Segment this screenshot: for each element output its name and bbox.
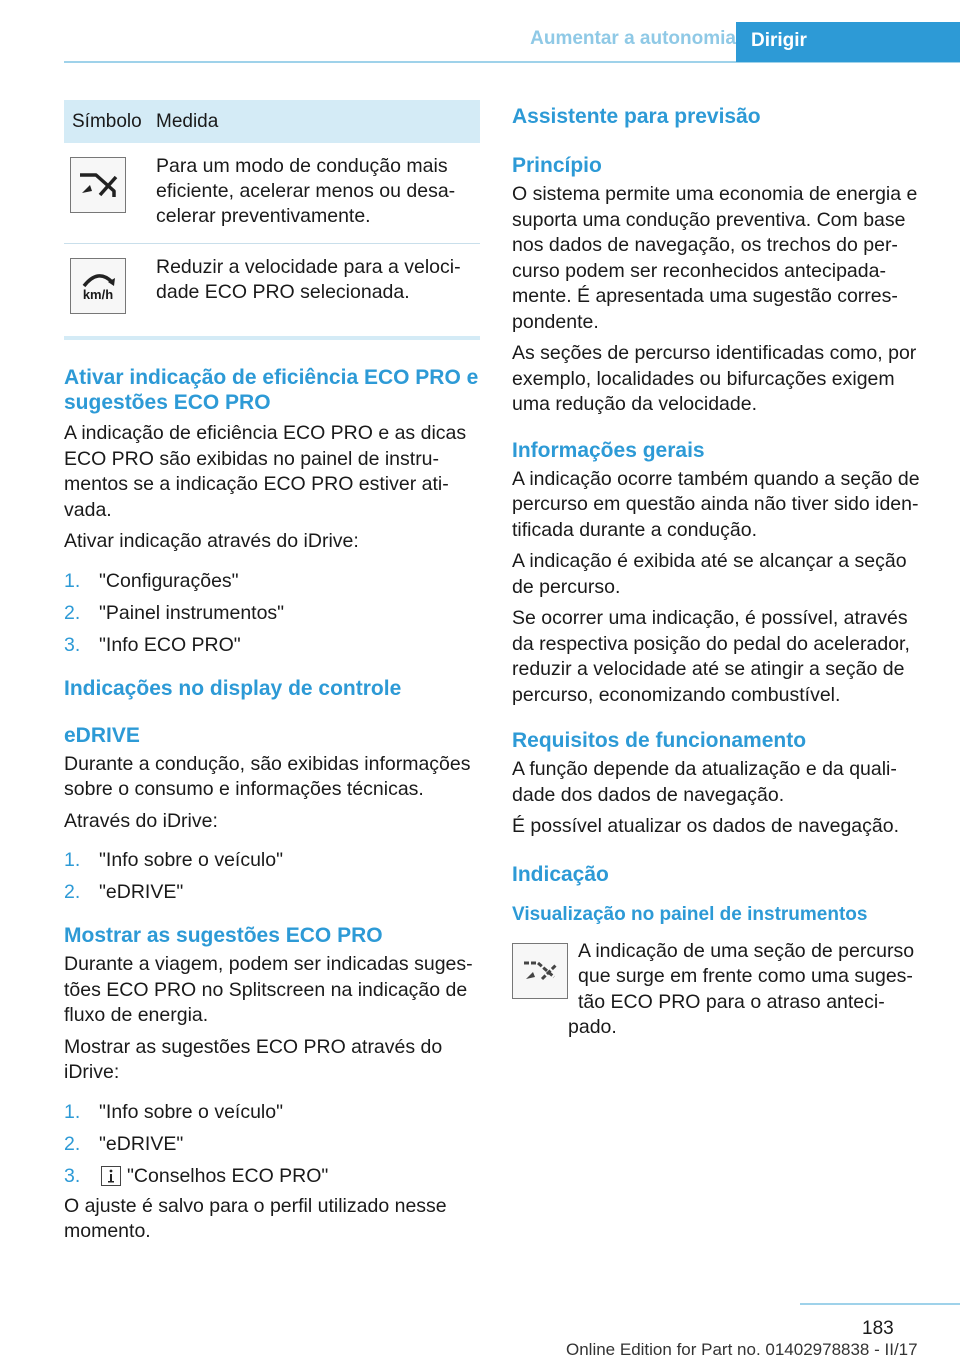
page-number: 183: [862, 1318, 894, 1339]
section-heading: Informações gerais: [512, 438, 705, 462]
paragraph: É possível atualizar os dados de navegação.: [512, 815, 900, 837]
table-bottom-rule: [64, 336, 480, 340]
paragraph: A indicação de uma seção de percurso que surge em frente como uma suges-tão ECO PRO para o atraso anteci-pado.: [568, 939, 915, 1038]
table-header-symbol: Símbolo: [64, 100, 150, 143]
list-item: 3. "Conselhos ECO PRO": [64, 1164, 329, 1187]
list-item: 2. "eDRIVE": [64, 881, 184, 903]
header-section-title: Aumentar a autonomia: [530, 28, 736, 49]
header-chapter-tab: Dirigir: [736, 22, 960, 62]
paragraph: A indicação de eficiência ECO PRO e as dicas ECO PRO são exibidas no painel de instru-mentos se a indicação ECO PRO estiver ati-vada.: [64, 422, 467, 521]
steps-list: [64, 569, 480, 658]
paragraph: A indicação é exibida até se alcançar a seção de percurso.: [512, 550, 907, 598]
list-item: 1. "Info sobre o veículo": [64, 1100, 284, 1123]
paragraph: O ajuste é salvo para o perfil utilizado nesse momento.: [64, 1194, 447, 1242]
list-item: 1. "Configurações": [64, 569, 239, 592]
table-row: [64, 143, 480, 244]
paragraph: Ativar indicação através do iDrive:: [64, 530, 359, 552]
list-item: 1. "Info sobre o veículo": [64, 849, 284, 871]
table-row: [64, 244, 480, 329]
subsection-heading: Visualização no painel de instrumentos: [512, 903, 868, 925]
foot-off-pedal-icon: [70, 157, 126, 213]
paragraph: Durante a viagem, podem ser indicadas suges-tões ECO PRO no Splitscreen na indicação de fluxo de energia.: [64, 953, 473, 1026]
speed-reduction-kmh-icon: [70, 258, 126, 314]
footer-rule: [800, 1303, 960, 1305]
paragraph: Durante a condução, são exibidas informações sobre o consumo e informações técnicas.: [64, 752, 471, 800]
section-heading: eDRIVE: [64, 723, 140, 747]
info-menu-icon: [101, 1166, 121, 1186]
paragraph: Se ocorrer uma indicação, é possível, através da respectiva posição do pedal do acelerador, reduzir a velocidade até se atingir a seção de percurso, economizando combustível.: [512, 607, 910, 706]
section-heading: Requisitos de funcionamento: [512, 729, 807, 752]
list-item: 2. "eDRIVE": [64, 1132, 184, 1155]
list-item: 2. "Painel instrumentos": [64, 601, 285, 624]
indication-block: [512, 939, 928, 1041]
paragraph: O sistema permite uma economia de energia e suporta uma condução preventiva. Com base nos dados de navegação, os trechos do per-curso podem ser reconhecidos antecipada-mente. É apresentada uma sugestão corres-pondente.: [512, 183, 918, 333]
paragraph: As seções de percurso identificadas como, por exemplo, localidades ou bifurcações exigem uma redução da velocidade.: [512, 342, 917, 415]
steps-list: [64, 1100, 480, 1189]
list-item: 3. "Info ECO PRO": [64, 633, 241, 656]
edition-note: Online Edition for Part no. 01402978838 - II/17: [566, 1340, 918, 1359]
table-cell-measure: Reduzir a velocidade para a veloci-dade ECO PRO selecionada.: [156, 256, 461, 303]
paragraph: A função depende da atualização e da quali-dade dos dados de navegação.: [512, 758, 897, 806]
table-header-measure: Medida: [150, 100, 480, 143]
left-column: [64, 100, 480, 1245]
right-column: [512, 100, 928, 1041]
steps-list: [64, 848, 480, 905]
section-heading: Mostrar as sugestões ECO PRO: [64, 924, 383, 947]
route-section-ahead-icon: [512, 943, 568, 999]
section-heading: Indicação: [512, 862, 609, 886]
paragraph: Através do iDrive:: [64, 809, 218, 832]
paragraph: A indicação ocorre também quando a seção de percurso em questão ainda não tiver sido iden-tificada durante a condução.: [512, 467, 920, 541]
paragraph: Mostrar as sugestões ECO PRO através do iDrive:: [64, 1035, 443, 1083]
symbol-table: [64, 100, 480, 328]
section-heading: Assistente para previsão: [512, 105, 761, 128]
section-heading: Indicações no display de controle: [64, 676, 402, 700]
kmh-label: km/h: [82, 287, 114, 302]
section-heading: Princípio: [512, 154, 602, 177]
page-header: [0, 22, 960, 62]
table-cell-measure: Para um modo de condução mais eficiente, acelerar menos ou desa-celerar preventivamente.: [150, 143, 480, 244]
section-heading: Ativar indicação de eficiência ECO PRO e sugestões ECO PRO: [64, 366, 479, 414]
